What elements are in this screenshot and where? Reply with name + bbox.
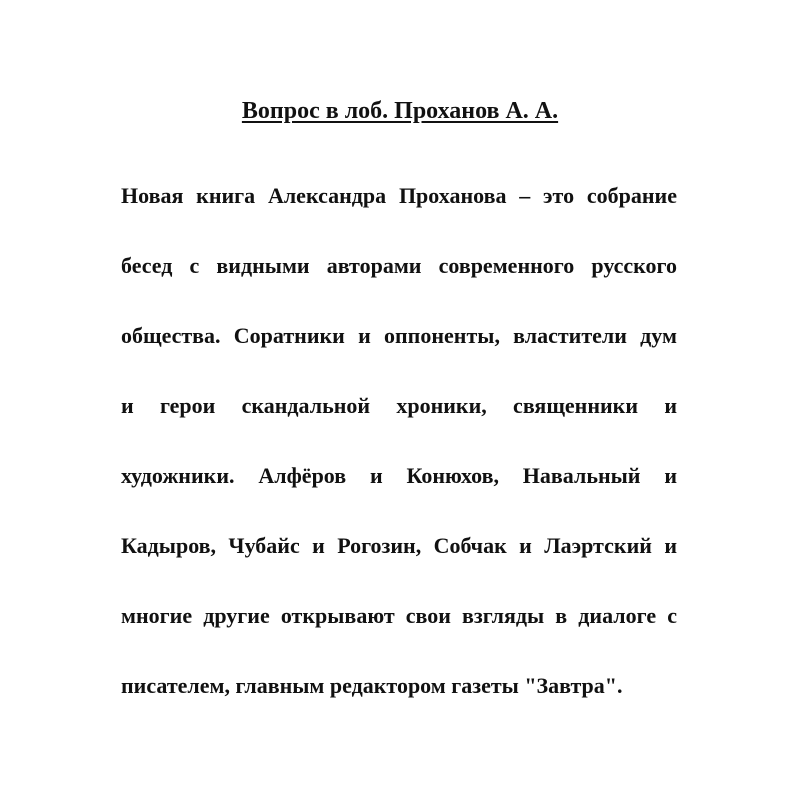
paragraph-line: бесед с видными авторами современного русского <box>121 253 677 278</box>
document-title: Вопрос в лоб. Проханов А. А. <box>241 98 559 124</box>
paragraph-line: Кадыров, Чубайс и Рогозин, Собчак и Лаэртский и <box>121 533 677 558</box>
document-body <box>121 176 677 736</box>
paragraph-line: многие другие открывают свои взгляды в диалоге с <box>121 603 677 628</box>
paragraph-line: художники. Алфёров и Конюхов, Навальный и <box>121 463 677 488</box>
paragraph-line: Новая книга Александра Проханова – это собрание <box>121 183 677 208</box>
paragraph-line: писателем, главным редактором газеты "Завтра". <box>121 673 623 698</box>
paragraph-line: и герои скандальной хроники, священники и <box>121 393 677 418</box>
paragraph-line: общества. Соратники и оппоненты, властители дум <box>121 323 677 348</box>
